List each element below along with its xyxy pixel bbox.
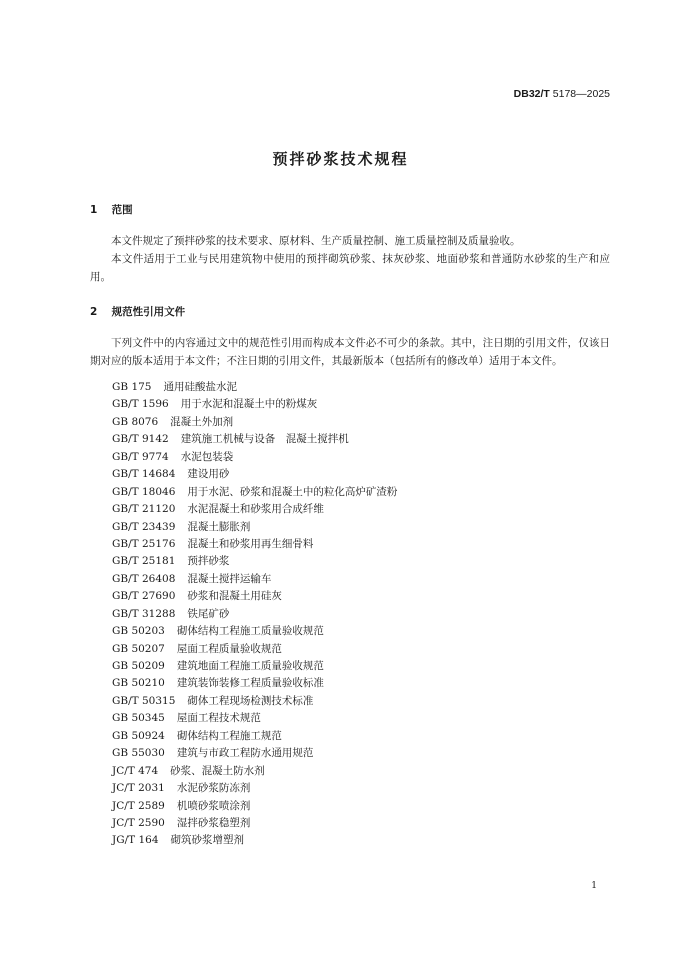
reference-item (112, 815, 397, 832)
reference-code: JC/T 474 (112, 764, 159, 777)
reference-name: 砌体结构工程施工质量验收规范 (176, 625, 324, 638)
reference-item (112, 693, 397, 710)
normative-refs-paragraph: 下列文件中的内容通过文中的规范性引用而构成本文件必不可少的条款。其中，注日期的引用文件，仅该日期对应的版本适用于本文件；不注日期的引用文件，其最新版本（包括所有的修改单）适用于本文件。 (90, 337, 610, 367)
reference-name: 建筑装饰装修工程质量验收标准 (176, 677, 324, 690)
reference-name: 屋面工程质量验收规范 (176, 642, 282, 655)
reference-item (112, 641, 397, 658)
reference-code: JG/T 164 (112, 834, 159, 847)
reference-code: GB/T 25181 (112, 555, 176, 568)
reference-code: GB/T 21120 (112, 503, 176, 516)
reference-name: 砌筑砂浆增塑剂 (170, 834, 245, 847)
reference-name: 水泥混凝土和砂浆用合成纤维 (187, 503, 324, 516)
reference-code: GB/T 9142 (112, 433, 169, 446)
reference-item (112, 623, 397, 640)
standard-prefix: DB32/T (513, 88, 550, 100)
reference-name: 建筑与市政工程防水通用规范 (176, 747, 314, 760)
reference-code: JC/T 2031 (112, 782, 165, 795)
reference-code: GB/T 31288 (112, 607, 176, 620)
reference-code: GB 50207 (112, 642, 165, 655)
reference-code: GB 8076 (112, 415, 159, 428)
reference-name: 铁尾矿砂 (187, 607, 230, 620)
reference-code: GB/T 27690 (112, 590, 176, 603)
reference-code: JC/T 2589 (112, 799, 165, 812)
reference-list (112, 379, 397, 850)
reference-item (112, 606, 397, 623)
reference-item (112, 780, 397, 797)
reference-code: GB/T 14684 (112, 468, 176, 481)
reference-item (112, 501, 397, 518)
reference-name: 机喷砂浆喷涂剂 (176, 799, 251, 812)
reference-item (112, 431, 397, 448)
document-title: 预拌砂浆技术规程 (272, 150, 409, 168)
reference-name: 水泥包装袋 (180, 450, 234, 463)
reference-name: 混凝土和砂浆用再生细骨料 (187, 537, 314, 550)
reference-name: 湿拌砂浆稳塑剂 (176, 816, 251, 829)
reference-code: GB/T 9774 (112, 450, 169, 463)
standard-number: 5178—2025 (552, 88, 610, 100)
section-number: 1 (90, 204, 98, 216)
reference-item (112, 449, 397, 466)
section-1-heading (90, 202, 133, 217)
reference-item (112, 745, 397, 762)
reference-code: GB 50209 (112, 660, 165, 672)
reference-name: 预拌砂浆 (187, 555, 230, 568)
scope-paragraph-2: 本文件适用于工业与民用建筑物中使用的预拌砌筑砂浆、抹灰砂浆、地面砂浆和普通防水砂浆的生产和应用。 (90, 253, 610, 283)
reference-code: GB 50203 (112, 625, 165, 638)
section-title: 规范性引用文件 (111, 306, 186, 318)
reference-code: GB 50210 (112, 677, 165, 690)
section-title: 范围 (111, 204, 133, 216)
reference-name: 屋面工程技术规范 (176, 712, 261, 725)
reference-name: 砌体工程现场检测技术标准 (187, 694, 314, 707)
reference-name: 混凝土搅拌运输车 (187, 572, 272, 585)
reference-item (112, 484, 397, 501)
reference-item (112, 519, 397, 536)
reference-name: 水泥砂浆防冻剂 (176, 782, 251, 795)
scope-paragraph-1: 本文件规定了预拌砂浆的技术要求、原材料、生产质量控制、施工质量控制及质量验收。 (111, 235, 521, 247)
reference-code: GB/T 50315 (112, 694, 176, 707)
reference-code: GB 175 (112, 381, 152, 393)
standard-code (514, 88, 610, 100)
reference-code: GB 55030 (112, 747, 165, 760)
reference-name: 建筑施工机械与设备 混凝土搅拌机 (180, 433, 349, 446)
reference-item (112, 571, 397, 588)
reference-name: 用于水泥、砂浆和混凝土中的粒化高炉矿渣粉 (187, 485, 398, 498)
reference-item (112, 710, 397, 727)
reference-item (112, 379, 397, 396)
reference-item (112, 414, 397, 431)
reference-code: JC/T 2590 (112, 816, 165, 829)
reference-code: GB/T 23439 (112, 520, 176, 533)
reference-code: GB/T 18046 (112, 485, 176, 498)
page-number: 1 (591, 881, 597, 891)
reference-code: GB/T 25176 (112, 537, 176, 550)
reference-name: 混凝土膨胀剂 (187, 520, 251, 533)
reference-name: 用于水泥和混凝土中的粉煤灰 (180, 398, 318, 411)
section-number: 2 (90, 306, 98, 318)
reference-item (112, 536, 397, 553)
reference-name: 建筑地面工程施工质量验收规范 (176, 660, 324, 672)
reference-code: GB 50924 (112, 729, 165, 742)
reference-name: 建设用砂 (187, 468, 230, 481)
reference-item (112, 658, 397, 675)
reference-name: 砂浆和混凝土用硅灰 (187, 590, 282, 603)
reference-name: 砌体结构工程施工规范 (176, 729, 282, 742)
reference-name: 混凝土外加剂 (170, 415, 234, 428)
reference-item (112, 553, 397, 570)
reference-item (112, 588, 397, 605)
reference-item (112, 396, 397, 413)
reference-item (112, 763, 397, 780)
reference-item (112, 832, 397, 849)
section-2-heading (90, 304, 185, 319)
reference-code: GB 50345 (112, 712, 165, 725)
reference-name: 砂浆、混凝土防水剂 (170, 764, 265, 777)
reference-item (112, 675, 397, 692)
reference-item (112, 728, 397, 745)
reference-item (112, 798, 397, 815)
reference-code: GB/T 26408 (112, 572, 176, 585)
reference-name: 通用硅酸盐水泥 (163, 381, 237, 393)
reference-code: GB/T 1596 (112, 398, 169, 411)
reference-item (112, 466, 397, 483)
